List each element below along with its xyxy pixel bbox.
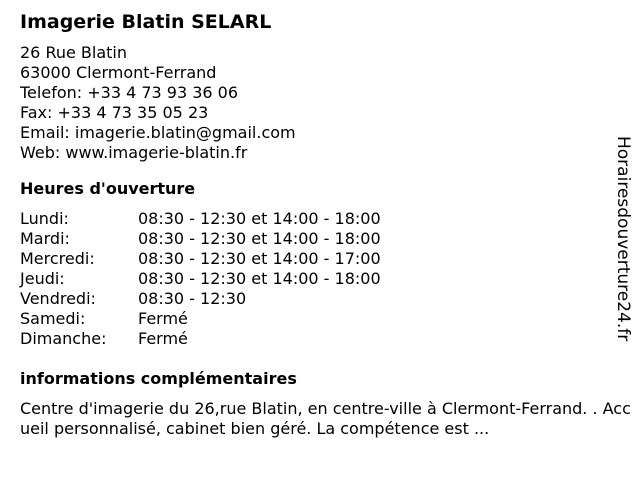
hours-value: 08:30 - 12:30 et 14:00 - 18:00 <box>138 209 381 228</box>
postal-city: 63000 Clermont-Ferrand <box>20 63 217 82</box>
day-label: Jeudi: <box>20 269 65 288</box>
phone-line: Telefon: +33 4 73 93 36 06 <box>20 83 239 102</box>
info-text: Centre d'imagerie du 26,rue Blatin, en centre-ville à Clermont-Ferrand. . Accueil personnalisé, cabinet bien géré. La compétence est ... <box>20 399 631 438</box>
hours-row-wednesday <box>20 249 620 269</box>
hours-row-sunday <box>20 329 620 349</box>
info-heading: informations complémentaires <box>20 369 297 388</box>
hours-value: 08:30 - 12:30 <box>138 289 247 308</box>
day-label: Lundi: <box>20 209 69 228</box>
watermark-text: Horairesdouverture24.fr <box>613 136 633 342</box>
business-name: Imagerie Blatin SELARL <box>20 11 272 33</box>
day-label: Mardi: <box>20 229 70 248</box>
hours-value: Fermé <box>138 309 188 328</box>
fax-line: Fax: +33 4 73 35 05 23 <box>20 103 209 122</box>
street-address: 26 Rue Blatin <box>20 43 127 62</box>
hours-value: 08:30 - 12:30 et 14:00 - 18:00 <box>138 269 381 288</box>
hours-table <box>20 209 620 349</box>
day-label: Mercredi: <box>20 249 95 268</box>
day-label: Vendredi: <box>20 289 96 308</box>
hours-value: 08:30 - 12:30 et 14:00 - 17:00 <box>138 249 381 268</box>
hours-value: 08:30 - 12:30 et 14:00 - 18:00 <box>138 229 381 248</box>
hours-row-friday <box>20 289 620 309</box>
address-block <box>20 43 620 163</box>
hours-row-saturday <box>20 309 620 329</box>
hours-heading: Heures d'ouverture <box>20 179 196 198</box>
website-line: Web: www.imagerie-blatin.fr <box>20 143 248 162</box>
hours-value: Fermé <box>138 329 188 348</box>
day-label: Dimanche: <box>20 329 107 348</box>
hours-row-thursday <box>20 269 620 289</box>
email-line: Email: imagerie.blatin@gmail.com <box>20 123 296 142</box>
hours-row-tuesday <box>20 229 620 249</box>
hours-row-monday <box>20 209 620 229</box>
day-label: Samedi: <box>20 309 86 328</box>
